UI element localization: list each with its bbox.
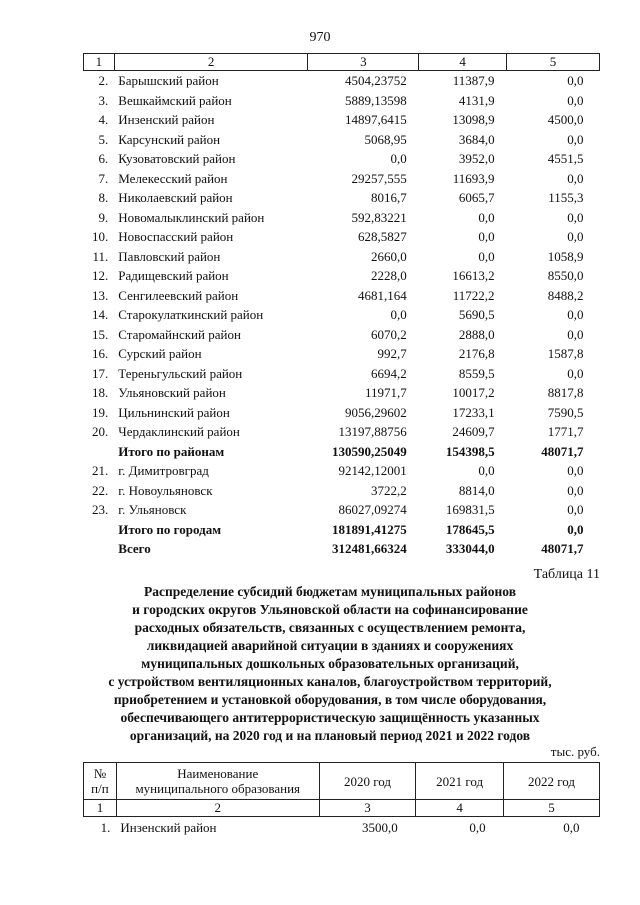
- row-number: 9.: [98, 209, 109, 225]
- row-number: [84, 442, 115, 462]
- row-value-col5: 4551,5: [547, 151, 584, 166]
- row-name: Сенгилеевский район: [118, 287, 239, 303]
- row-value-col4: 5690,5: [458, 307, 495, 322]
- row-value-col4: 0,0: [478, 463, 495, 478]
- table-row: [84, 539, 600, 559]
- row-number: 22.: [92, 482, 109, 498]
- row-name: Николаевский район: [118, 190, 233, 205]
- t11-col-number-5: 5: [504, 800, 600, 817]
- row-value-2021: 0,0: [469, 820, 486, 835]
- row-number: 23.: [92, 502, 109, 517]
- row-number: [84, 520, 115, 540]
- row-number: 1.: [100, 820, 111, 835]
- row-value-col5: 1058,9: [547, 248, 584, 264]
- row-value-col5: 0,0: [567, 502, 584, 517]
- table-11-column-number-row: [84, 800, 600, 817]
- row-name: Радищевский район: [118, 268, 229, 283]
- row-number: 21.: [92, 463, 109, 478]
- row-value-col4: 17233,1: [452, 404, 495, 420]
- column-number-row: [84, 54, 600, 71]
- header-2021: 2021 год: [416, 763, 504, 800]
- row-value-col3: 5068,95: [364, 131, 407, 147]
- row-value-col4: 4131,9: [458, 92, 495, 108]
- row-value-col3: 14897,6415: [345, 112, 407, 127]
- row-value-col3: 29257,555: [351, 170, 407, 186]
- row-value-col5: 0,0: [567, 131, 584, 147]
- row-value-col4: 178645,5: [445, 521, 495, 537]
- row-number: 5.: [98, 131, 109, 147]
- row-value-col4: 11693,9: [452, 170, 495, 186]
- row-value-col5: 0,0: [567, 482, 584, 498]
- row-number: 15.: [92, 326, 109, 342]
- table-row: [84, 461, 600, 481]
- table-row: [84, 520, 600, 540]
- row-value-col5: 0,0: [567, 521, 584, 537]
- row-value-col4: 154398,5: [445, 443, 495, 459]
- row-value-col3: 992,7: [377, 346, 407, 361]
- row-value-col3: 8016,7: [371, 190, 407, 205]
- units-label: тыс. руб.: [550, 744, 600, 759]
- row-value-col5: 8817,8: [547, 385, 584, 400]
- row-name: Инзенский район: [120, 820, 217, 835]
- table-row: [84, 286, 600, 306]
- row-value-col4: 13098,9: [452, 112, 495, 127]
- row-number: 7.: [98, 170, 109, 186]
- row-name: г. Ульяновск: [118, 502, 187, 517]
- row-value-col5: 0,0: [567, 170, 584, 186]
- row-number: 13.: [92, 287, 109, 303]
- row-name: Павловский район: [118, 248, 221, 264]
- row-number: 18.: [92, 385, 109, 400]
- table-row: [84, 500, 600, 520]
- row-number: 8.: [98, 190, 109, 205]
- row-value-col3: 13197,88756: [338, 424, 407, 439]
- row-value-col4: 0,0: [478, 229, 495, 244]
- row-name: Итого по городам: [118, 521, 222, 537]
- table-title-line: Распределение субсидий бюджетам муниципальных районов: [143, 584, 517, 599]
- header-2022: 2022 год: [504, 763, 600, 800]
- row-number: 6.: [98, 151, 109, 166]
- subsidy-table-continued: [83, 53, 600, 559]
- row-value-col3: 592,83221: [351, 209, 407, 225]
- row-value-col5: 1155,3: [548, 190, 584, 205]
- table-row: [84, 305, 600, 325]
- table-title-line: расходных обязательств, связанных с осуществлением ремонта,: [134, 620, 526, 635]
- row-value-col4: 3952,0: [458, 151, 495, 166]
- row-value-col5: 1771,7: [547, 424, 584, 439]
- row-name: Вешкаймский район: [118, 92, 232, 108]
- header-name-line1: Наименование: [177, 766, 259, 781]
- row-value-col4: 0,0: [478, 209, 495, 225]
- table-title-line: и городских округов Ульяновской области на софинансирование: [132, 602, 528, 617]
- table-row: [84, 71, 600, 91]
- row-value-col4: 169831,5: [445, 502, 495, 517]
- table-title-line: с устройством вентиляционных каналов, благоустройством территорий,: [108, 674, 552, 689]
- row-number: 12.: [92, 268, 109, 283]
- row-value-col3: 0,0: [390, 307, 407, 322]
- row-value-col5: 8488,2: [547, 287, 584, 303]
- row-number: 4.: [98, 112, 109, 127]
- table-row: [84, 403, 600, 423]
- header-num: [84, 763, 117, 800]
- row-name: Чердаклинский район: [118, 424, 240, 439]
- row-value-col5: 0,0: [567, 73, 584, 88]
- table-row: [84, 325, 600, 345]
- row-number: 16.: [92, 346, 109, 361]
- col-number-1: 1: [84, 54, 115, 71]
- row-name: Мелекесский район: [118, 170, 228, 186]
- table-row: [84, 188, 600, 208]
- row-name: Барышский район: [118, 73, 219, 88]
- row-value-col5: 8550,0: [547, 268, 584, 283]
- row-value-col4: 0,0: [478, 248, 495, 264]
- table-row: [84, 442, 600, 462]
- table-row: [84, 149, 600, 169]
- col-number-4: 4: [419, 54, 507, 71]
- row-value-2022: 0,0: [563, 820, 580, 835]
- row-value-col4: 11387,9: [452, 73, 495, 88]
- row-number: 3.: [98, 92, 109, 108]
- row-value-2020: 3500,0: [362, 820, 398, 835]
- row-value-col4: 24609,7: [452, 424, 495, 439]
- row-number: 2.: [98, 73, 109, 88]
- row-value-col4: 333044,0: [445, 541, 495, 556]
- row-name: г. Димитровград: [118, 463, 209, 478]
- table-row: [84, 481, 600, 501]
- table-row: [84, 130, 600, 150]
- table-row: [84, 247, 600, 267]
- row-number: 11.: [92, 248, 109, 264]
- row-value-col3: 130590,25049: [332, 443, 407, 459]
- row-value-col5: 0,0: [567, 365, 584, 381]
- row-value-col5: 7590,5: [547, 404, 584, 420]
- table-row: [84, 344, 600, 364]
- row-value-col5: 0,0: [567, 326, 584, 342]
- table-row: [84, 227, 600, 247]
- row-name: Кузоватовский район: [118, 151, 236, 166]
- row-value-col3: 312481,66324: [332, 541, 407, 556]
- row-value-col3: 6070,2: [371, 326, 407, 342]
- t11-col-number-1: 1: [84, 800, 117, 817]
- table-row: [84, 817, 600, 840]
- row-name: г. Новоульяновск: [118, 482, 213, 498]
- row-value-col4: 2888,0: [458, 326, 495, 342]
- table-row: [84, 91, 600, 111]
- row-value-col5: 0,0: [567, 209, 584, 225]
- row-name: Инзенский район: [118, 112, 215, 127]
- row-number: 19.: [92, 404, 109, 420]
- row-value-col4: 16613,2: [452, 268, 495, 283]
- t11-col-number-4: 4: [416, 800, 504, 817]
- row-value-col5: 0,0: [567, 307, 584, 322]
- row-value-col5: 0,0: [567, 92, 584, 108]
- row-value-col4: 6065,7: [458, 190, 495, 205]
- col-number-5: 5: [507, 54, 600, 71]
- row-value-col5: 4500,0: [547, 112, 584, 127]
- table-row: [84, 383, 600, 403]
- row-name: Ульяновский район: [118, 385, 226, 400]
- row-name: Итого по районам: [118, 443, 225, 459]
- row-value-col3: 0,0: [390, 151, 407, 166]
- row-value-col4: 8814,0: [458, 482, 495, 498]
- table-row: [84, 364, 600, 384]
- table-11: [83, 762, 600, 839]
- t11-col-number-2: 2: [116, 800, 319, 817]
- row-value-col3: 628,5827: [358, 229, 407, 244]
- row-value-col5: 48071,7: [541, 443, 584, 459]
- row-value-col4: 3684,0: [458, 131, 495, 147]
- row-name: Цильнинский район: [118, 404, 230, 420]
- page-number: 970: [309, 30, 331, 45]
- row-value-col5: 1587,8: [547, 346, 584, 361]
- t11-col-number-3: 3: [319, 800, 416, 817]
- row-value-col3: 9056,29602: [345, 404, 407, 420]
- table-row: [84, 208, 600, 228]
- table-row: [84, 422, 600, 442]
- row-value-col4: 8559,5: [458, 365, 495, 381]
- col-number-3: 3: [308, 54, 419, 71]
- row-number: 10.: [92, 229, 109, 244]
- table-row: [84, 169, 600, 189]
- row-value-col4: 11722,2: [452, 287, 495, 303]
- col-number-2: 2: [114, 54, 308, 71]
- row-name: Всего: [118, 541, 151, 556]
- row-value-col5: 48071,7: [541, 541, 584, 556]
- table-title: [70, 583, 590, 745]
- row-name: Тереньгульский район: [118, 365, 243, 381]
- row-name: Карсунский район: [118, 131, 221, 147]
- row-name: Новомалыклинский район: [118, 209, 265, 225]
- row-value-col3: 4681,164: [358, 287, 407, 303]
- table-title-line: организаций, на 2020 год и на плановый период 2021 и 2022 годов: [129, 728, 531, 743]
- row-name: Старомайнский район: [118, 326, 241, 342]
- row-value-col4: 2176,8: [458, 346, 495, 361]
- row-number: 14.: [92, 307, 109, 322]
- row-value-col5: 0,0: [567, 463, 584, 478]
- row-value-col3: 92142,12001: [338, 463, 407, 478]
- table-row: [84, 110, 600, 130]
- row-value-col3: 5889,13598: [345, 92, 407, 108]
- table-title-line: приобретением и установкой оборудования, в том числе оборудования,: [113, 692, 547, 707]
- header-name: [116, 763, 319, 800]
- row-value-col5: 0,0: [567, 229, 584, 244]
- row-value-col4: 10017,2: [452, 385, 495, 400]
- header-2020: 2020 год: [319, 763, 416, 800]
- row-name: Старокулаткинский район: [118, 307, 264, 322]
- table-label: Таблица 11: [533, 567, 600, 582]
- row-value-col3: 6694,2: [371, 365, 407, 381]
- row-value-col3: 86027,09274: [338, 502, 407, 517]
- table-11-header-row: [84, 763, 600, 800]
- header-num-line1: №: [93, 766, 107, 781]
- row-value-col3: 4504,23752: [345, 73, 407, 88]
- row-number: [84, 539, 115, 559]
- table-row: [84, 266, 600, 286]
- header-name-line2: муниципального образования: [135, 781, 301, 796]
- row-name: Новоспасский район: [118, 229, 234, 244]
- row-number: 20.: [92, 424, 109, 439]
- row-value-col3: 11971,7: [364, 385, 407, 400]
- row-number: 17.: [92, 365, 109, 381]
- row-value-col3: 3722,2: [371, 482, 407, 498]
- table-title-line: ликвидацией аварийной ситуации в зданиях и сооружениях: [146, 638, 514, 653]
- row-name: Сурский район: [118, 346, 202, 361]
- table-title-line: муниципальных дошкольных образовательных организаций,: [141, 656, 519, 671]
- row-value-col3: 2660,0: [371, 248, 407, 264]
- header-num-line2: п/п: [91, 781, 109, 796]
- table-title-line: обеспечивающего антитеррористическую защищённость указанных: [120, 710, 540, 725]
- row-value-col3: 2228,0: [371, 268, 407, 283]
- row-value-col3: 181891,41275: [332, 521, 407, 537]
